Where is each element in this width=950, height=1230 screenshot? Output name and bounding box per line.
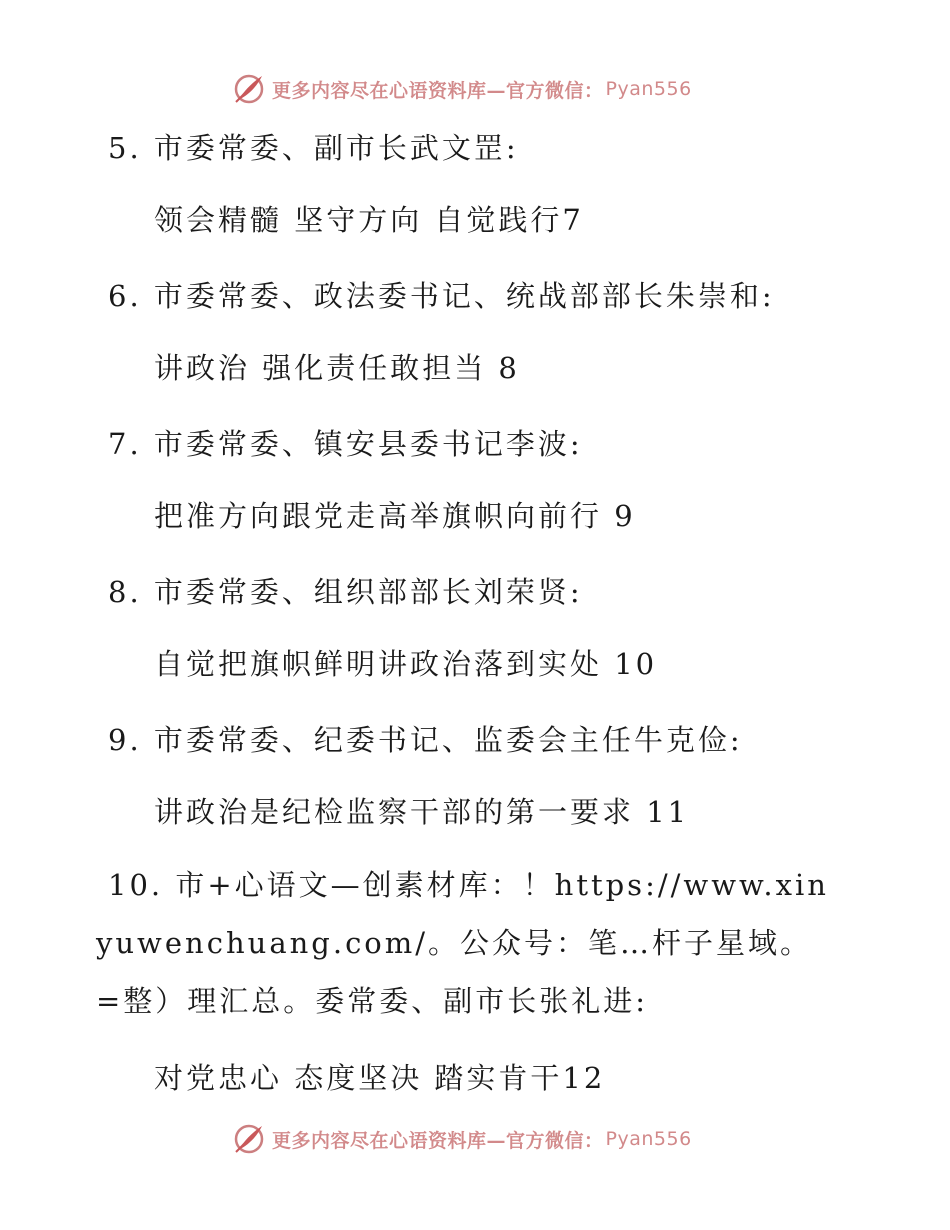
- watermark-text: 更多内容尽在心语资料库—官方微信：: [272, 79, 604, 102]
- entry-subtitle: 把准方向跟党走高举旗帜向前行 9: [154, 499, 636, 533]
- watermark-handle: Pyan556: [605, 78, 692, 100]
- entry-10-heading: [96, 856, 836, 1030]
- watermark-banner-top: [232, 72, 692, 106]
- watermark-text: 更多内容尽在心语资料库—官方微信：: [272, 1129, 604, 1152]
- entry-10-heading-text: 10. 市+心语文—创素材库：！https://www.xinyuwenchuang.com/。公众号：笔…杆子星域。=整）理汇总。委常委、副市长张礼进:: [96, 868, 829, 1018]
- watermark-banner-bottom: [232, 1122, 692, 1156]
- quill-pen-logo-icon: [232, 1122, 266, 1156]
- entry-subtitle: 讲政治是纪检监察干部的第一要求 11: [154, 795, 690, 829]
- entry-heading: 6. 市委常委、政法委书记、统战部部长朱崇和:: [108, 279, 775, 313]
- entry-subtitle: 自觉把旗帜鲜明讲政治落到实处 10: [154, 647, 658, 681]
- entry-subtitle: 讲政治 强化责任敢担当 8: [154, 351, 520, 385]
- entry-10-subtitle: 对党忠心 态度坚决 踏实肯干12: [154, 1061, 606, 1095]
- entry-heading: 9. 市委常委、纪委书记、监委会主任牛克俭:: [108, 723, 743, 757]
- watermark-handle: Pyan556: [605, 1128, 692, 1150]
- quill-pen-logo-icon: [232, 72, 266, 106]
- entry-subtitle: 领会精髓 坚守方向 自觉践行7: [154, 203, 584, 237]
- entry-heading: 5. 市委常委、副市长武文罡:: [108, 131, 519, 165]
- entry-heading: 7. 市委常委、镇安县委书记李波:: [108, 427, 583, 461]
- entry-heading: 8. 市委常委、组织部部长刘荣贤:: [108, 575, 583, 609]
